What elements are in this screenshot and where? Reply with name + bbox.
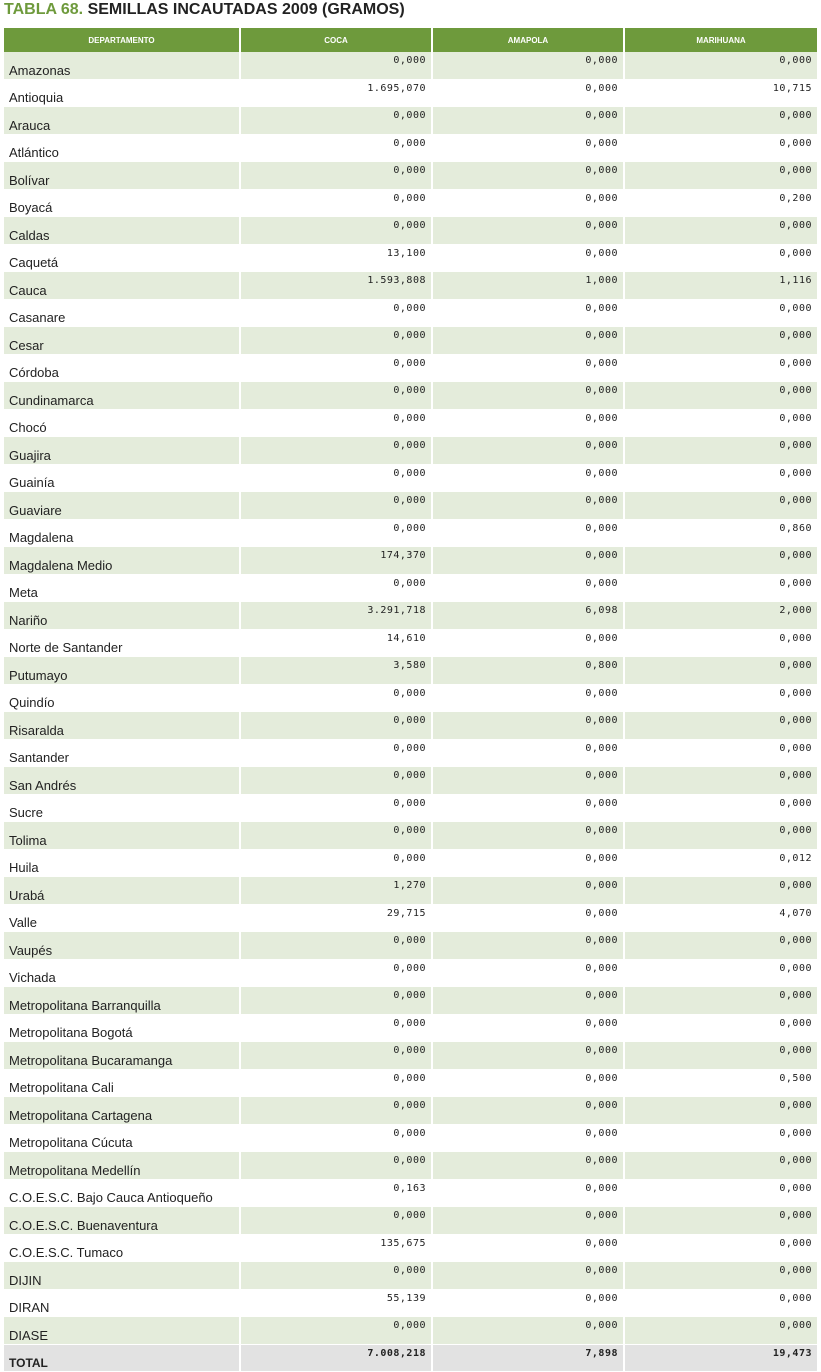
amapola-cell: 0,000 bbox=[432, 1317, 624, 1345]
amapola-cell: 0,000 bbox=[432, 52, 624, 79]
amapola-cell: 0,000 bbox=[432, 547, 624, 575]
coca-cell: 0,000 bbox=[240, 409, 432, 437]
marihuana-cell: 0,000 bbox=[624, 52, 817, 79]
amapola-cell: 0,000 bbox=[432, 1069, 624, 1097]
table-row bbox=[4, 849, 817, 877]
marihuana-cell: 0,000 bbox=[624, 437, 817, 465]
departamento-cell: Guajira bbox=[4, 437, 240, 465]
table-row bbox=[4, 409, 817, 437]
coca-cell: 0,000 bbox=[240, 382, 432, 410]
marihuana-cell: 10,715 bbox=[624, 79, 817, 107]
marihuana-cell: 0,000 bbox=[624, 629, 817, 657]
amapola-cell: 1,000 bbox=[432, 272, 624, 300]
coca-total: 7.008,218 bbox=[240, 1344, 432, 1372]
amapola-cell: 0,000 bbox=[432, 1014, 624, 1042]
table-row bbox=[4, 767, 817, 795]
table-row bbox=[4, 1069, 817, 1097]
coca-cell: 0,000 bbox=[240, 684, 432, 712]
table-row bbox=[4, 1097, 817, 1125]
amapola-cell: 0,000 bbox=[432, 712, 624, 740]
amapola-cell: 0,000 bbox=[432, 244, 624, 272]
departamento-cell: Cundinamarca bbox=[4, 382, 240, 410]
marihuana-cell: 0,012 bbox=[624, 849, 817, 877]
departamento-cell: Huila bbox=[4, 849, 240, 877]
amapola-cell: 0,000 bbox=[432, 1262, 624, 1290]
coca-cell: 0,163 bbox=[240, 1179, 432, 1207]
marihuana-cell: 0,000 bbox=[624, 409, 817, 437]
amapola-cell: 0,000 bbox=[432, 354, 624, 382]
coca-cell: 0,000 bbox=[240, 217, 432, 245]
table-row bbox=[4, 1207, 817, 1235]
departamento-cell: Arauca bbox=[4, 107, 240, 135]
departamento-cell: Bolívar bbox=[4, 162, 240, 190]
table-number: TABLA 68. bbox=[4, 1, 84, 18]
header-amapola: AMAPOLA bbox=[432, 28, 624, 52]
table-row bbox=[4, 657, 817, 685]
table-row bbox=[4, 987, 817, 1015]
amapola-cell: 0,000 bbox=[432, 409, 624, 437]
coca-cell: 0,000 bbox=[240, 1207, 432, 1235]
amapola-cell: 0,000 bbox=[432, 162, 624, 190]
marihuana-cell: 0,000 bbox=[624, 1289, 817, 1317]
departamento-cell: Vichada bbox=[4, 959, 240, 987]
marihuana-total: 19,473 bbox=[624, 1344, 817, 1372]
departamento-cell: Metropolitana Bucaramanga bbox=[4, 1042, 240, 1070]
table-row bbox=[4, 1152, 817, 1180]
table-row bbox=[4, 464, 817, 492]
marihuana-cell: 0,500 bbox=[624, 1069, 817, 1097]
coca-cell: 0,000 bbox=[240, 767, 432, 795]
table-row bbox=[4, 1014, 817, 1042]
marihuana-cell: 0,000 bbox=[624, 877, 817, 905]
total-label: TOTAL bbox=[4, 1344, 240, 1372]
coca-cell: 1.593,808 bbox=[240, 272, 432, 300]
marihuana-cell: 0,000 bbox=[624, 684, 817, 712]
amapola-cell: 0,000 bbox=[432, 959, 624, 987]
departamento-cell: Metropolitana Cúcuta bbox=[4, 1124, 240, 1152]
amapola-cell: 0,000 bbox=[432, 519, 624, 547]
coca-cell: 0,000 bbox=[240, 1042, 432, 1070]
marihuana-cell: 0,000 bbox=[624, 1234, 817, 1262]
departamento-cell: Metropolitana Cali bbox=[4, 1069, 240, 1097]
coca-cell: 29,715 bbox=[240, 904, 432, 932]
table-row bbox=[4, 602, 817, 630]
amapola-cell: 0,000 bbox=[432, 217, 624, 245]
amapola-cell: 0,000 bbox=[432, 877, 624, 905]
marihuana-cell: 0,000 bbox=[624, 134, 817, 162]
amapola-cell: 0,000 bbox=[432, 1234, 624, 1262]
table-row bbox=[4, 134, 817, 162]
marihuana-cell: 0,000 bbox=[624, 1124, 817, 1152]
amapola-cell: 0,000 bbox=[432, 382, 624, 410]
table-row bbox=[4, 354, 817, 382]
amapola-cell: 0,000 bbox=[432, 79, 624, 107]
departamento-cell: Nariño bbox=[4, 602, 240, 630]
coca-cell: 0,000 bbox=[240, 519, 432, 547]
table-title bbox=[4, 0, 405, 22]
marihuana-cell: 0,000 bbox=[624, 1207, 817, 1235]
amapola-cell: 0,000 bbox=[432, 492, 624, 520]
departamento-cell: Norte de Santander bbox=[4, 629, 240, 657]
departamento-cell: Metropolitana Medellín bbox=[4, 1152, 240, 1180]
marihuana-cell: 0,000 bbox=[624, 574, 817, 602]
table-row bbox=[4, 574, 817, 602]
table-row bbox=[4, 244, 817, 272]
amapola-cell: 0,800 bbox=[432, 657, 624, 685]
departamento-cell: Caldas bbox=[4, 217, 240, 245]
departamento-cell: Magdalena Medio bbox=[4, 547, 240, 575]
departamento-cell: Putumayo bbox=[4, 657, 240, 685]
departamento-cell: Amazonas bbox=[4, 52, 240, 79]
departamento-cell: Guainía bbox=[4, 464, 240, 492]
coca-cell: 0,000 bbox=[240, 739, 432, 767]
amapola-cell: 0,000 bbox=[432, 1097, 624, 1125]
coca-cell: 0,000 bbox=[240, 492, 432, 520]
departamento-cell: Quindío bbox=[4, 684, 240, 712]
amapola-cell: 0,000 bbox=[432, 134, 624, 162]
coca-cell: 0,000 bbox=[240, 354, 432, 382]
departamento-cell: Valle bbox=[4, 904, 240, 932]
marihuana-cell: 0,000 bbox=[624, 217, 817, 245]
amapola-cell: 0,000 bbox=[432, 189, 624, 217]
departamento-cell: Metropolitana Cartagena bbox=[4, 1097, 240, 1125]
table-caption: SEMILLAS INCAUTADAS 2009 (GRAMOS) bbox=[87, 1, 405, 18]
table-row bbox=[4, 822, 817, 850]
coca-cell: 0,000 bbox=[240, 1014, 432, 1042]
coca-cell: 0,000 bbox=[240, 1152, 432, 1180]
coca-cell: 13,100 bbox=[240, 244, 432, 272]
amapola-cell: 0,000 bbox=[432, 1179, 624, 1207]
coca-cell: 0,000 bbox=[240, 1262, 432, 1290]
departamento-cell: Vaupés bbox=[4, 932, 240, 960]
marihuana-cell: 0,000 bbox=[624, 1014, 817, 1042]
table-row bbox=[4, 107, 817, 135]
departamento-cell: C.O.E.S.C. Buenaventura bbox=[4, 1207, 240, 1235]
coca-cell: 0,000 bbox=[240, 959, 432, 987]
marihuana-cell: 0,000 bbox=[624, 959, 817, 987]
marihuana-cell: 0,860 bbox=[624, 519, 817, 547]
amapola-cell: 0,000 bbox=[432, 574, 624, 602]
departamento-cell: Metropolitana Bogotá bbox=[4, 1014, 240, 1042]
departamento-cell: Córdoba bbox=[4, 354, 240, 382]
table-row bbox=[4, 382, 817, 410]
amapola-cell: 0,000 bbox=[432, 794, 624, 822]
coca-cell: 174,370 bbox=[240, 547, 432, 575]
amapola-cell: 0,000 bbox=[432, 739, 624, 767]
table-body bbox=[4, 52, 817, 1372]
table-row bbox=[4, 1042, 817, 1070]
table-row bbox=[4, 1317, 817, 1345]
table-row bbox=[4, 1124, 817, 1152]
table-row bbox=[4, 79, 817, 107]
departamento-cell: Tolima bbox=[4, 822, 240, 850]
header-row bbox=[4, 28, 817, 52]
table-row bbox=[4, 1289, 817, 1317]
departamento-cell: Magdalena bbox=[4, 519, 240, 547]
marihuana-cell: 0,200 bbox=[624, 189, 817, 217]
table-row bbox=[4, 877, 817, 905]
departamento-cell: Boyacá bbox=[4, 189, 240, 217]
table-row bbox=[4, 327, 817, 355]
seizures-table bbox=[4, 28, 817, 1372]
departamento-cell: Metropolitana Barranquilla bbox=[4, 987, 240, 1015]
marihuana-cell: 4,070 bbox=[624, 904, 817, 932]
coca-cell: 3.291,718 bbox=[240, 602, 432, 630]
departamento-cell: Santander bbox=[4, 739, 240, 767]
coca-cell: 0,000 bbox=[240, 299, 432, 327]
coca-cell: 3,580 bbox=[240, 657, 432, 685]
header-departamento: DEPARTAMENTO bbox=[4, 28, 240, 52]
marihuana-cell: 0,000 bbox=[624, 107, 817, 135]
marihuana-cell: 0,000 bbox=[624, 299, 817, 327]
table-row bbox=[4, 739, 817, 767]
marihuana-cell: 0,000 bbox=[624, 382, 817, 410]
departamento-cell: Antioquia bbox=[4, 79, 240, 107]
departamento-cell: C.O.E.S.C. Bajo Cauca Antioqueño bbox=[4, 1179, 240, 1207]
amapola-cell: 0,000 bbox=[432, 327, 624, 355]
total-row bbox=[4, 1344, 817, 1372]
departamento-cell: Cesar bbox=[4, 327, 240, 355]
table-row bbox=[4, 629, 817, 657]
marihuana-cell: 0,000 bbox=[624, 1179, 817, 1207]
marihuana-cell: 0,000 bbox=[624, 712, 817, 740]
header-coca: COCA bbox=[240, 28, 432, 52]
amapola-cell: 0,000 bbox=[432, 437, 624, 465]
table-row bbox=[4, 959, 817, 987]
marihuana-cell: 0,000 bbox=[624, 657, 817, 685]
marihuana-cell: 0,000 bbox=[624, 767, 817, 795]
departamento-cell: C.O.E.S.C. Tumaco bbox=[4, 1234, 240, 1262]
departamento-cell: San Andrés bbox=[4, 767, 240, 795]
table-row bbox=[4, 1179, 817, 1207]
coca-cell: 0,000 bbox=[240, 1124, 432, 1152]
coca-cell: 14,610 bbox=[240, 629, 432, 657]
departamento-cell: Risaralda bbox=[4, 712, 240, 740]
coca-cell: 0,000 bbox=[240, 1097, 432, 1125]
departamento-cell: DIRAN bbox=[4, 1289, 240, 1317]
table-row bbox=[4, 299, 817, 327]
coca-cell: 0,000 bbox=[240, 712, 432, 740]
departamento-cell: Casanare bbox=[4, 299, 240, 327]
marihuana-cell: 0,000 bbox=[624, 327, 817, 355]
coca-cell: 0,000 bbox=[240, 574, 432, 602]
table-row bbox=[4, 1234, 817, 1262]
marihuana-cell: 0,000 bbox=[624, 1042, 817, 1070]
table-row bbox=[4, 794, 817, 822]
departamento-cell: Caquetá bbox=[4, 244, 240, 272]
marihuana-cell: 0,000 bbox=[624, 1317, 817, 1345]
coca-cell: 0,000 bbox=[240, 794, 432, 822]
table-row bbox=[4, 52, 817, 79]
coca-cell: 0,000 bbox=[240, 162, 432, 190]
departamento-cell: Guaviare bbox=[4, 492, 240, 520]
departamento-cell: Meta bbox=[4, 574, 240, 602]
table-row bbox=[4, 519, 817, 547]
coca-cell: 0,000 bbox=[240, 1069, 432, 1097]
table-row bbox=[4, 272, 817, 300]
marihuana-cell: 0,000 bbox=[624, 739, 817, 767]
marihuana-cell: 1,116 bbox=[624, 272, 817, 300]
coca-cell: 0,000 bbox=[240, 52, 432, 79]
departamento-cell: DIASE bbox=[4, 1317, 240, 1345]
coca-cell: 0,000 bbox=[240, 437, 432, 465]
amapola-cell: 6,098 bbox=[432, 602, 624, 630]
table-row bbox=[4, 162, 817, 190]
amapola-total: 7,898 bbox=[432, 1344, 624, 1372]
coca-cell: 0,000 bbox=[240, 134, 432, 162]
coca-cell: 0,000 bbox=[240, 822, 432, 850]
departamento-cell: Chocó bbox=[4, 409, 240, 437]
table-row bbox=[4, 932, 817, 960]
marihuana-cell: 0,000 bbox=[624, 354, 817, 382]
amapola-cell: 0,000 bbox=[432, 107, 624, 135]
table-row bbox=[4, 217, 817, 245]
marihuana-cell: 0,000 bbox=[624, 794, 817, 822]
coca-cell: 0,000 bbox=[240, 1317, 432, 1345]
amapola-cell: 0,000 bbox=[432, 932, 624, 960]
table-row bbox=[4, 189, 817, 217]
amapola-cell: 0,000 bbox=[432, 1289, 624, 1317]
amapola-cell: 0,000 bbox=[432, 1207, 624, 1235]
table-row bbox=[4, 492, 817, 520]
marihuana-cell: 0,000 bbox=[624, 244, 817, 272]
marihuana-cell: 0,000 bbox=[624, 932, 817, 960]
marihuana-cell: 0,000 bbox=[624, 1152, 817, 1180]
table-row bbox=[4, 904, 817, 932]
departamento-cell: Cauca bbox=[4, 272, 240, 300]
table-row bbox=[4, 1262, 817, 1290]
amapola-cell: 0,000 bbox=[432, 987, 624, 1015]
coca-cell: 0,000 bbox=[240, 849, 432, 877]
coca-cell: 0,000 bbox=[240, 327, 432, 355]
marihuana-cell: 0,000 bbox=[624, 464, 817, 492]
amapola-cell: 0,000 bbox=[432, 1042, 624, 1070]
amapola-cell: 0,000 bbox=[432, 684, 624, 712]
coca-cell: 0,000 bbox=[240, 107, 432, 135]
coca-cell: 0,000 bbox=[240, 464, 432, 492]
table-row bbox=[4, 547, 817, 575]
marihuana-cell: 0,000 bbox=[624, 987, 817, 1015]
marihuana-cell: 0,000 bbox=[624, 1262, 817, 1290]
amapola-cell: 0,000 bbox=[432, 822, 624, 850]
coca-cell: 55,139 bbox=[240, 1289, 432, 1317]
coca-cell: 135,675 bbox=[240, 1234, 432, 1262]
marihuana-cell: 0,000 bbox=[624, 822, 817, 850]
marihuana-cell: 0,000 bbox=[624, 1097, 817, 1125]
amapola-cell: 0,000 bbox=[432, 299, 624, 327]
amapola-cell: 0,000 bbox=[432, 1124, 624, 1152]
coca-cell: 0,000 bbox=[240, 189, 432, 217]
table-row bbox=[4, 684, 817, 712]
coca-cell: 1,270 bbox=[240, 877, 432, 905]
table-row bbox=[4, 712, 817, 740]
departamento-cell: Sucre bbox=[4, 794, 240, 822]
marihuana-cell: 0,000 bbox=[624, 162, 817, 190]
amapola-cell: 0,000 bbox=[432, 629, 624, 657]
amapola-cell: 0,000 bbox=[432, 767, 624, 795]
table-row bbox=[4, 437, 817, 465]
departamento-cell: Atlántico bbox=[4, 134, 240, 162]
marihuana-cell: 2,000 bbox=[624, 602, 817, 630]
amapola-cell: 0,000 bbox=[432, 904, 624, 932]
header-marihuana: MARIHUANA bbox=[624, 28, 817, 52]
amapola-cell: 0,000 bbox=[432, 464, 624, 492]
amapola-cell: 0,000 bbox=[432, 1152, 624, 1180]
coca-cell: 1.695,070 bbox=[240, 79, 432, 107]
departamento-cell: Urabá bbox=[4, 877, 240, 905]
departamento-cell: DIJIN bbox=[4, 1262, 240, 1290]
amapola-cell: 0,000 bbox=[432, 849, 624, 877]
marihuana-cell: 0,000 bbox=[624, 547, 817, 575]
coca-cell: 0,000 bbox=[240, 987, 432, 1015]
marihuana-cell: 0,000 bbox=[624, 492, 817, 520]
coca-cell: 0,000 bbox=[240, 932, 432, 960]
